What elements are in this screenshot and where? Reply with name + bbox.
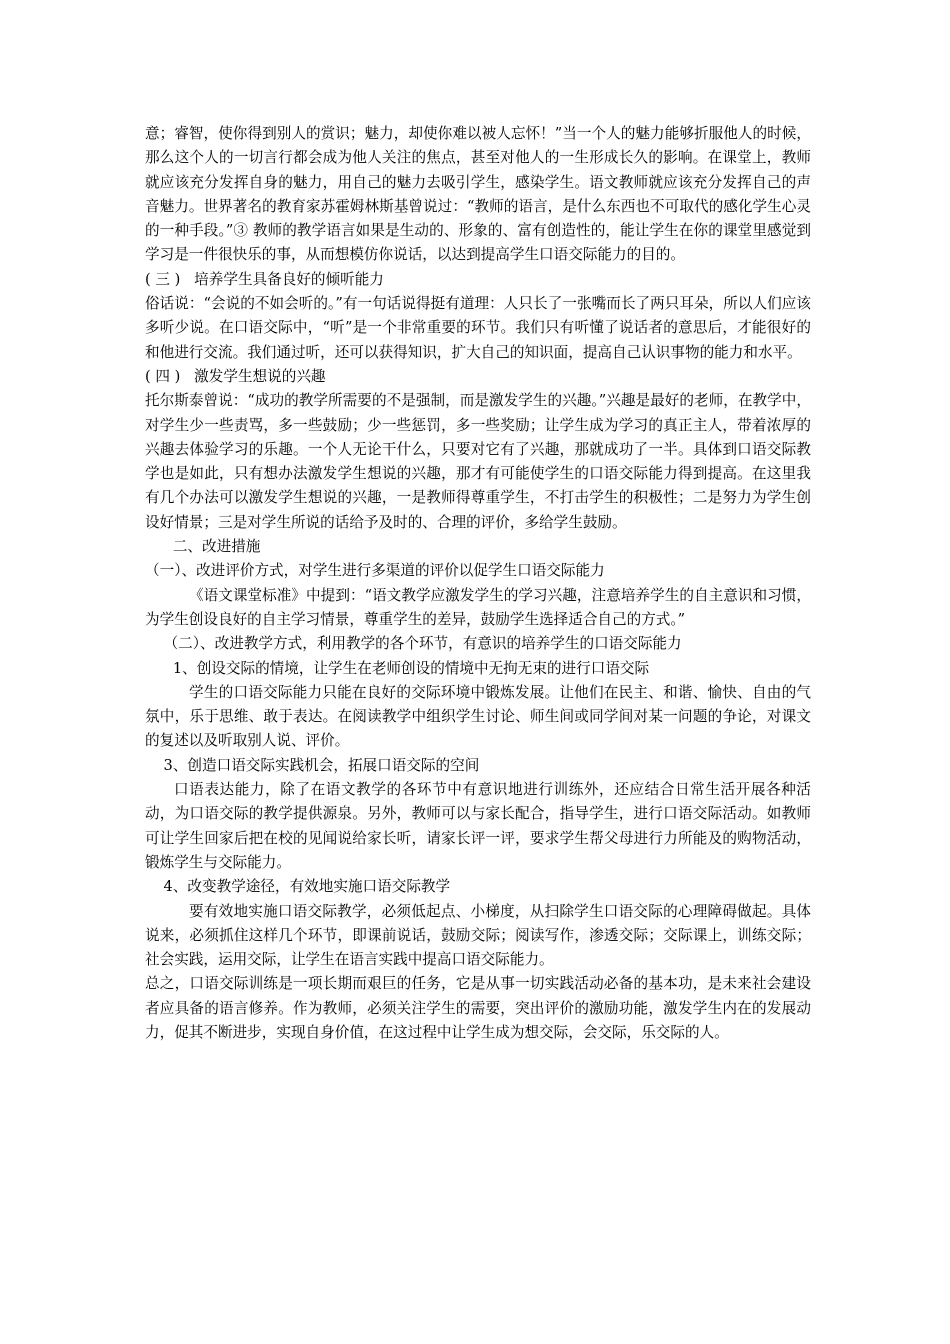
heading-teaching-approach: 4、改变教学途径，有效地实施口语交际教学 (145, 878, 451, 896)
heading-listening-ability: ( 三 ) 培养学生具备良好的倾听能力 (145, 270, 384, 288)
heading-speaking-interest: ( 四 ) 激发学生想说的兴趣 (145, 367, 326, 385)
paragraph-practice: 口语表达能力，除了在语文教学的各环节中有意识地进行训练外，还应结合日常生活开展各种活动，为口语交际的教学提供源泉。另外，教师可以与家长配合，指导学生，进行口语交际活动。如教师可让学生回家后把在校的见闻说给家长听，请家长评一评，要求学生帮父母进行力所能及的购物活动，锻炼学生与交际能力。 (145, 781, 811, 871)
heading-create-situation: 1、创设交际的情境，让学生在老师创设的情境中无拘无束的进行口语交际 (145, 659, 650, 677)
paragraph-teacher-charm: 意；睿智，使你得到别人的赏识；魅力，却使你难以被人忘怀！”当一个人的魅力能够折服他人的时候，那么这个人的一切言行都会成为他人关注的焦点，甚至对他人的一生形成长久的影响。在课堂上，教师就应该充分发挥自身的魅力，用自己的魅力去吸引学生，感染学生。语文教师就应该充分发挥自己的声音魅力。世界著名的教育家苏霍姆林斯基曾说过：“教师的语言，是什么东西也不可取代的感化学生心灵的一种手段。”③ 教师的教学语言如果是生动的、形象的、富有创造性的，能让学生在你的课堂里感觉到学习是一件很快乐的事，从而想模仿你说话，以达到提高学生口语交际能力的目的。 (145, 125, 811, 264)
paragraph-listening: 俗话说：“会说的不如会听的。”有一句话说得挺有道理：人只长了一张嘴而长了两只耳朵，所以人们应该多听少说。在口语交际中，“听”是一个非常重要的环节。我们只有听懂了说话者的意思后，才能很好的和他进行交流。我们通过听，还可以获得知识，扩大自己的知识面，提高自己认识事物的能力和水平。 (145, 295, 811, 361)
heading-improvement-measures: 二、改进措施 (145, 538, 261, 556)
heading-practice-opportunity: 3、创造口语交际实践机会，拓展口语交际的空间 (145, 756, 480, 774)
heading-evaluation-method: （一）、改进评价方式，对学生进行多渠道的评价以促学生口语交际能力 (145, 562, 605, 580)
paragraph-approach: 要有效地实施口语交际教学，必须低起点、小梯度，从扫除学生口语交际的心理障碍做起。具体说来，必须抓住这样几个环节，即课前说话，鼓励交际；阅读写作，渗透交际；交际课上，训练交际；社会实践，运用交际，让学生在语言实践中提高口语交际能力。 (145, 902, 811, 969)
paragraph-conclusion: 总之，口语交际训练是一项长期而艰巨的任务，它是从事一切实践活动必备的基本功，是未来社会建设者应具备的语言修养。作为教师，必须关注学生的需要，突出评价的激励功能，激发学生内在的发展动力，促其不断进步，实现自身价值，在这过程中让学生成为想交际，会交际，乐交际的人。 (145, 975, 811, 1041)
paragraph-interest: 托尔斯泰曾说：“成功的教学所需要的不是强制，而是激发学生的兴趣。”兴趣是最好的老师，在教学中，对学生少一些责骂，多一些鼓励；少一些惩罚，多一些奖励；让学生成为学习的真正主人，带着浓厚的兴趣去体验学习的乐趣。一个人无论干什么，只要对它有了兴趣，那就成功了一半。具体到口语交际教学也是如此，只有想办法激发学生想说的兴趣，那才有可能使学生的口语交际能力得到提高。在这里我有几个办法可以激发学生想说的兴趣，一是教师得尊重学生，不打击学生的积极性；二是努力为学生创设好情景；三是对学生所说的话给予及时的、合理的评价，多给学生鼓励。 (145, 392, 811, 531)
paragraph-curriculum-standard: 《语文课堂标准》中提到：“语文教学应激发学生的学习兴趣，注意培养学生的自主意识和习惯，为学生创设良好的自主学习情景，尊重学生的差异，鼓励学生选择适合自己的方式。” (145, 586, 811, 628)
paragraph-situation: 学生的口语交际能力只能在良好的交际环境中锻炼发展。让他们在民主、和谐、愉快、自由的气氛中，乐于思维、敢于表达。在阅读教学中组织学生讨论、师生间或同学间对某一问题的争论，对课文的复述以及听取别人说、评价。 (145, 683, 811, 750)
heading-teaching-method: （二）、改进教学方式，利用教学的各个环节，有意识的培养学生的口语交际能力 (145, 635, 682, 653)
document-page (145, 122, 811, 1045)
